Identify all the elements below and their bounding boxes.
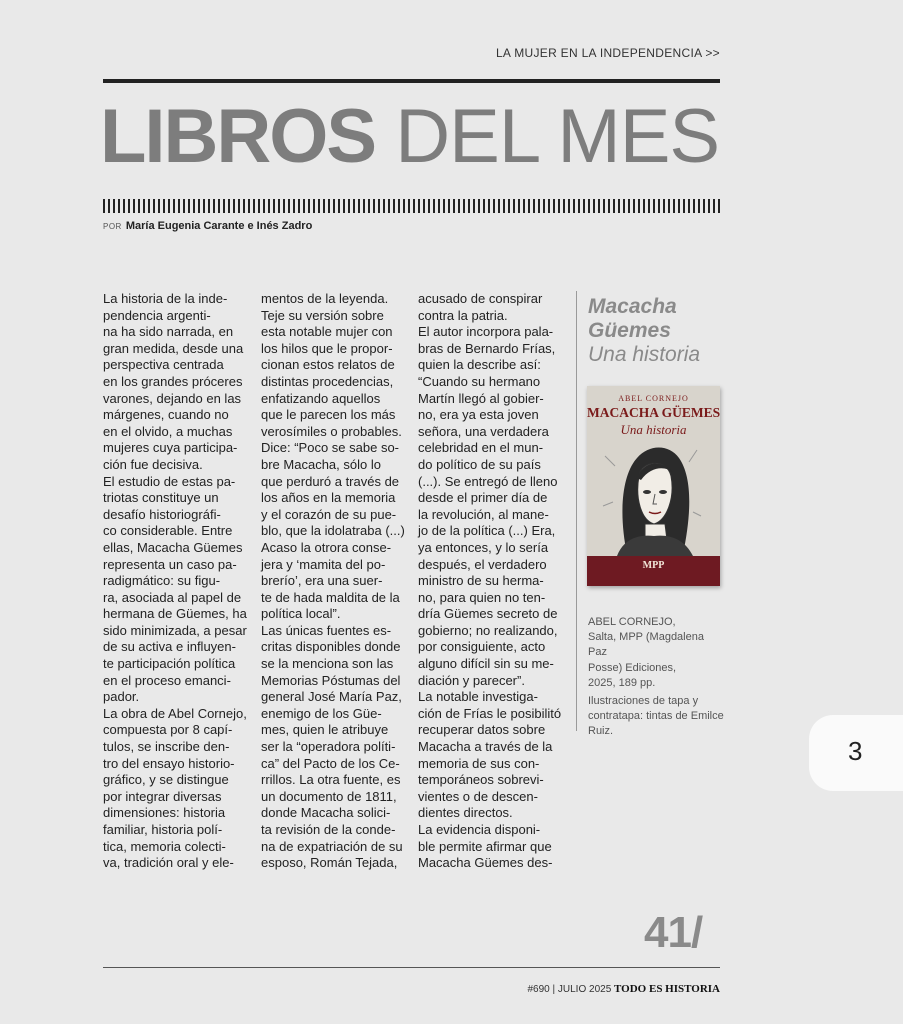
cover-title: MACACHA GÜEMES [587,405,720,420]
page-title [100,96,719,178]
book-title [588,295,700,367]
article-column-2: mentos de la leyenda. Teje su versión sobre esta notable mujer con los hilos que le propor- cionan estos relatos de distintas procedencias, enfatizando aquellos que le parecen los más verosímiles o probables. Dice: “Poco se sabe so- bre Macacha, sólo lo que perduró a través de los años en la memoria y el corazón de su pue- blo, que la idolatraba (...) Acaso la otrora conse- jera y ‘mamita del po- brerío’, era una suer- te de hada maldita de la política local”. Las únicas fuentes es- critas disponibles donde se la menciona son las Memorias Póstumas del general José María Paz, enemigo de los Güe- mes, quien le atribuye ser la “operadora políti- ca” del Pacto de los Ce- rrillos. La otra fuente, es un documento de 1811, donde Macacha solici- ta revisión de la conde- na de expatriación de su esposo, Román Tejada, [261,291,405,871]
illustration-credits: Ilustraciones de tapa y contratapa: tintas de Emilce Ruiz. [588,695,724,738]
book-credits: ABEL CORNEJO, Salta, MPP (Magdalena Paz Posse) Ediciones, 2025, 189 pp. [588,616,704,689]
book-title-line2: Güemes [588,319,671,342]
byline [103,220,312,232]
top-rule [103,79,720,83]
byline-authors: María Eugenia Carante e Inés Zadro [125,220,313,232]
section-label: LA MUJER EN LA INDEPENDENCIA >> [495,46,720,60]
article-column-3: acusado de conspirar contra la patria. El autor incorpora pala- bras de Bernardo Frías, quien la describe así: “Cuando su hermano Martín llegó al gobier- no, era ya esta joven señora, una verdadera celebridad en el mun- do político de su país (...). Se entregó de lleno desde el primer día de la revolución, al mane- jo de la política (...) Era, ya entonces, y lo sería después, el verdadero ministro de su herma- no, para quien no ten- dría Güemes secreto de gobierno; no realizando, por consiguiente, acto alguno difícil sin su me- diación y parecer”. La notable investiga- ción de Frías le posibilitó recuperar datos sobre Macacha a través de la memoria de sus con- temporáneos sobrevi- vientes o de descen- dientes directos. La evidencia disponi- ble permite afirmar que Macacha Güemes des- [418,291,562,871]
tab-number[interactable]: 3 [848,736,863,766]
barcode-divider [103,199,720,213]
footer [527,983,720,995]
title-light: DEL MES [395,94,720,179]
byline-prefix: POR [103,222,122,231]
column-divider [576,291,577,731]
cover-subtitle: Una historia [620,422,687,437]
title-bold: LIBROS [100,94,376,179]
book-title-line1: Macacha [588,295,677,318]
footer-brand: TODO ES HISTORIA [614,983,720,995]
cover-author: ABEL CORNEJO [618,394,689,403]
footer-issue: #690 | JULIO 2025 [527,984,612,995]
portrait-illustration-icon [597,436,710,556]
page-number: 41/ [644,908,703,957]
book-title-line3: Una historia [588,343,701,366]
article-column-1: La historia de la inde- pendencia argenti- na ha sido narrada, en gran medida, desde una perspectiva centrada en los grandes próceres varones, dejando en las márgenes, cuando no en el olvido, a muchas mujeres cuya participa- ción fue decisiva. El estudio de estas pa- triotas constituye un desafío historiográfi- co considerable. Entre ellas, Macacha Güemes representa un caso pa- radigmático: su figu- ra, asociada al papel de hermana de Güemes, ha sido minimizada, a pesar de su activa e influyen- te participación política en el proceso emanci- pador. La obra de Abel Cornejo, compuesta por 8 capí- tulos, se inscribe den- tro del ensayo historio- gráfico, y se distingue por integrar diversas dimensiones: historia familiar, historia polí- tica, memoria colecti- va, tradición oral y ele- [103,291,247,871]
bottom-rule [103,967,720,968]
publisher-logo: MPP [642,560,665,571]
book-cover-image [587,386,720,586]
